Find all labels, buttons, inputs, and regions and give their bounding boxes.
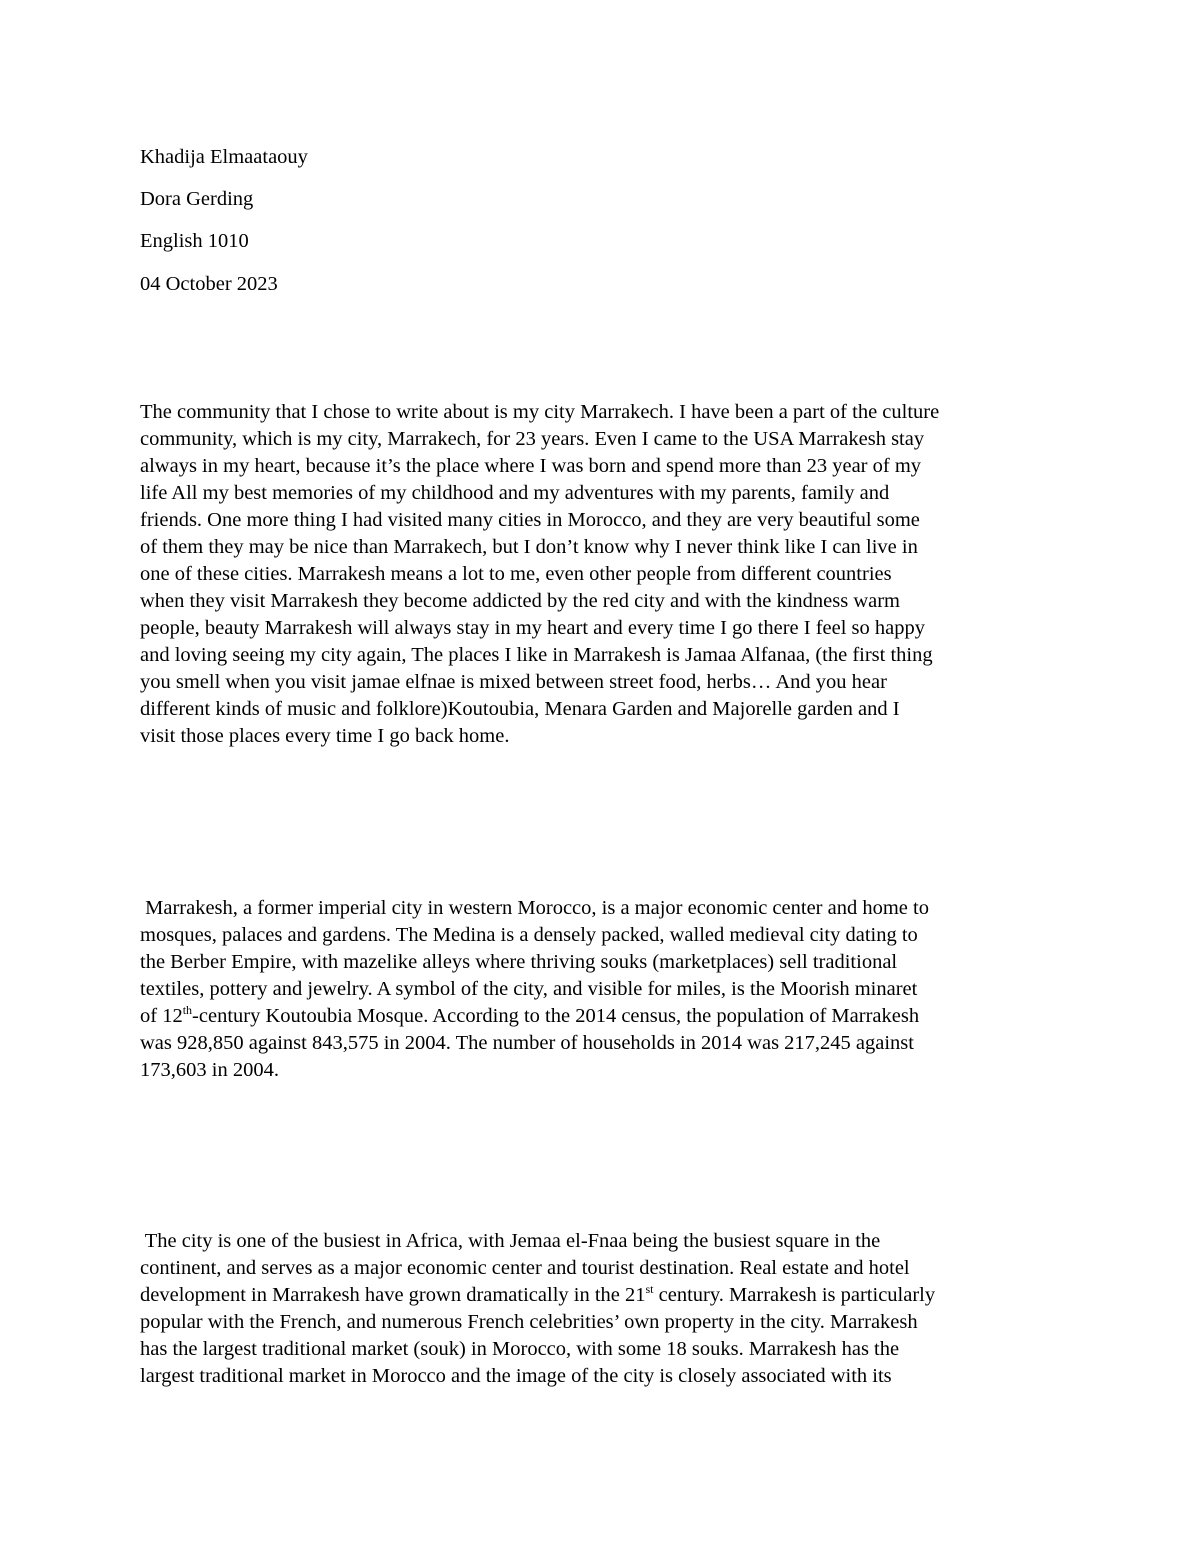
paragraph-line: when they visit Marrakesh they become addicted by the red city and with the kindness warm bbox=[140, 590, 900, 612]
student-name: Khadija Elmaataouy bbox=[140, 146, 308, 168]
paragraph-city-economy bbox=[140, 1228, 1070, 1390]
paragraph-line: people, beauty Marrakesh will always stay in my heart and every time I go there I feel so happy bbox=[140, 617, 925, 639]
paragraph-line: life All my best memories of my childhood and my adventures with my parents, family and bbox=[140, 482, 890, 504]
line-text-before: of 12 bbox=[140, 1005, 183, 1027]
document-date: 04 October 2023 bbox=[140, 273, 278, 295]
paragraph-marrakesh-history bbox=[140, 895, 1070, 1084]
line-text-after: century. Marrakesh is particularly bbox=[653, 1284, 936, 1306]
paragraph-line: always in my heart, because it’s the place where I was born and spend more than 23 year of my bbox=[140, 455, 922, 477]
paragraph-line: textiles, pottery and jewelry. A symbol of the city, and visible for miles, is the Moorish minaret bbox=[140, 978, 918, 1000]
paragraph-line: visit those places every time I go back home. bbox=[140, 725, 510, 747]
paragraph-line: has the largest traditional market (souk) in Morocco, with some 18 souks. Marrakesh has the bbox=[140, 1338, 900, 1360]
paragraph-line: you smell when you visit jamae elfnae is mixed between street food, herbs… And you hear bbox=[140, 671, 887, 693]
paragraph-line: different kinds of music and folklore)Koutoubia, Menara Garden and Majorelle garden and I bbox=[140, 698, 900, 720]
paragraph-line: largest traditional market in Morocco and the image of the city is closely associated with its bbox=[140, 1365, 892, 1387]
ordinal-superscript: th bbox=[182, 1003, 193, 1017]
paragraph-line: was 928,850 against 843,575 in 2004. The number of households in 2014 was 217,245 against bbox=[140, 1032, 914, 1054]
paragraph-line: of them they may be nice than Marrakech, but I don’t know why I never think like I can live in bbox=[140, 536, 918, 558]
line-text-before: development in Marrakesh have grown dramatically in the 21 bbox=[140, 1284, 646, 1306]
paragraph-line: and loving seeing my city again, The places I like in Marrakesh is Jamaa Alfanaa, (the first thing bbox=[140, 644, 933, 666]
paragraph-line: continent, and serves as a major economic center and tourist destination. Real estate and hotel bbox=[140, 1257, 910, 1279]
paragraph-line: Marrakesh, a former imperial city in western Morocco, is a major economic center and home to bbox=[140, 897, 929, 919]
paragraph-line: the Berber Empire, with mazelike alleys where thriving souks (marketplaces) sell traditional bbox=[140, 951, 898, 973]
paragraph-line: one of these cities. Marrakesh means a lot to me, even other people from different countries bbox=[140, 563, 892, 585]
paragraph-line-with-superscript bbox=[140, 1003, 1070, 1030]
paragraph-line: friends. One more thing I had visited many cities in Morocco, and they are very beautiful some bbox=[140, 509, 920, 531]
paragraph-line: community, which is my city, Marrakech, for 23 years. Even I came to the USA Marrakesh stay bbox=[140, 428, 925, 450]
paragraph-community bbox=[140, 399, 1070, 750]
paragraph-line-with-superscript bbox=[140, 1282, 1070, 1309]
line-text-after: -century Koutoubia Mosque. According to the 2014 census, the population of Marrakesh bbox=[192, 1005, 920, 1027]
instructor-name: Dora Gerding bbox=[140, 188, 254, 210]
paragraph-line: 173,603 in 2004. bbox=[140, 1059, 279, 1081]
ordinal-superscript: st bbox=[645, 1282, 654, 1296]
paragraph-line: mosques, palaces and gardens. The Medina is a densely packed, walled medieval city dating to bbox=[140, 924, 918, 946]
paragraph-line: popular with the French, and numerous French celebrities’ own property in the city. Marrakesh bbox=[140, 1311, 918, 1333]
paragraph-line: The city is one of the busiest in Africa, with Jemaa el-Fnaa being the busiest square in the bbox=[140, 1230, 881, 1252]
course-name: English 1010 bbox=[140, 230, 249, 252]
paragraph-line: The community that I chose to write about is my city Marrakech. I have been a part of the culture bbox=[140, 401, 940, 423]
